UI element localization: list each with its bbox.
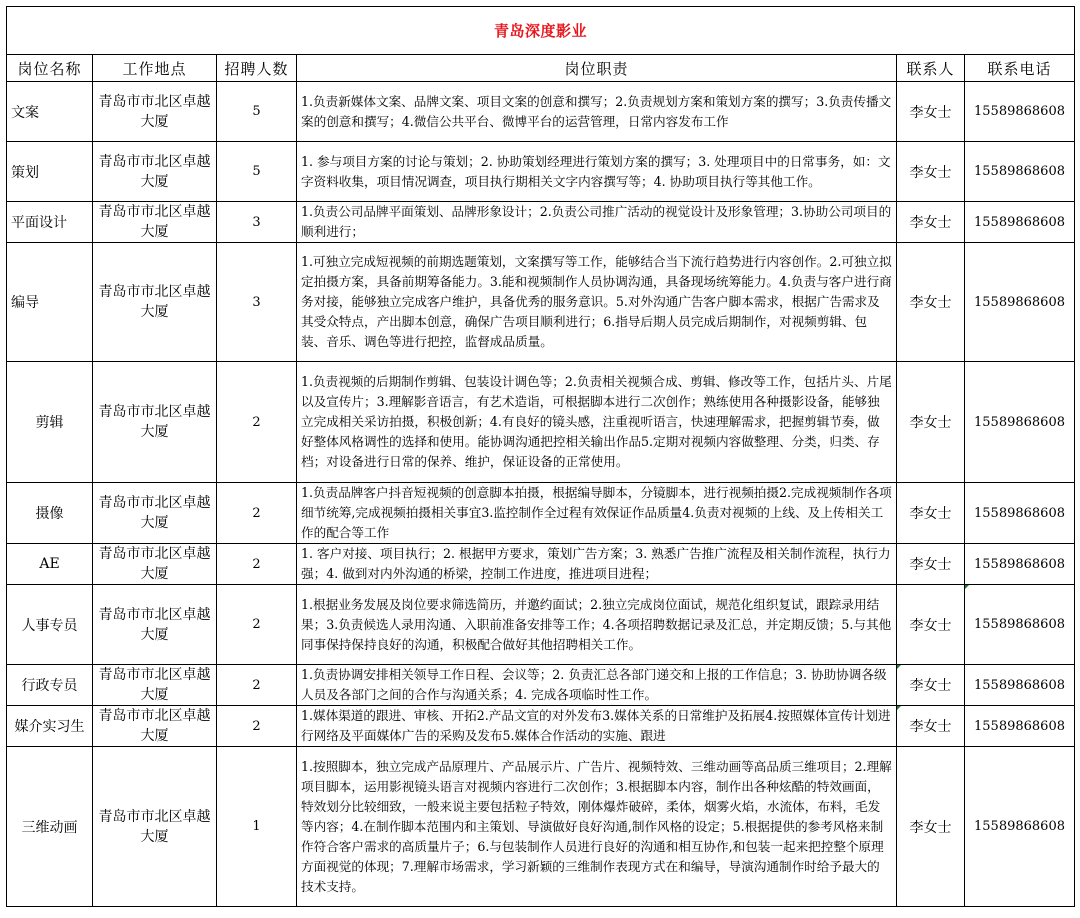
contact-phone	[965, 585, 1075, 665]
work-location: 青岛市市北区卓越大厦	[93, 142, 217, 202]
work-location: 青岛市市北区卓越大厦	[93, 665, 217, 706]
contact-person: 李女士	[897, 544, 965, 585]
hiring-count: 2	[217, 544, 297, 585]
job-duties: 1.可独立完成短视频的前期选题策划，文案撰写等工作，能够结合当下流行趋势进行内容创作。2.可独立拟定拍摄方案，具备前期筹备能力。3.能和视频制作人员协调沟通，具备现场统筹能力。4.负责与客户进行商务对接，能够独立完成客户维护，具备优秀的服务意识。5.对外沟通广告客户脚本需求，根据广告需求及其受众特点，产出脚本创意，确保广告项目顺利进行；6.指导后期人员完成后期制作，对视频剪辑、包装、音乐、调色等进行把控，监督成品质量。	[297, 243, 897, 362]
work-location: 青岛市市北区卓越大厦	[93, 585, 217, 665]
table-row	[7, 202, 1075, 243]
job-duties: 1. 客户对接、项目执行；2. 根据甲方要求，策划广告方案；3. 熟悉广告推广流程及相关制作流程，执行力强；4. 做到对内外沟通的桥梁，控制工作进度，推进项目进程；	[297, 544, 897, 585]
contact-phone: 15589868608	[965, 706, 1075, 747]
table-row	[7, 544, 1075, 585]
table-row	[7, 585, 1075, 665]
position-name: 摄像	[7, 483, 93, 544]
contact-person-text: 李女士	[909, 719, 952, 735]
position-name: 文案	[7, 82, 93, 142]
position-name: 三维动画	[7, 747, 93, 907]
company-title: 青岛深度影业	[7, 7, 1075, 55]
table-row	[7, 665, 1075, 706]
work-location: 青岛市市北区卓越大厦	[93, 362, 217, 483]
contact-person: 李女士	[897, 362, 965, 483]
table-row	[7, 142, 1075, 202]
header-duties: 岗位职责	[297, 55, 897, 82]
contact-phone: 15589868608	[965, 142, 1075, 202]
hiring-count: 2	[217, 362, 297, 483]
position-name: AE	[7, 544, 93, 585]
contact-person: 李女士	[897, 243, 965, 362]
recruitment-table	[6, 6, 1075, 907]
job-duties: 1.负责新媒体文案、品牌文案、项目文案的创意和撰写；2.负责规划方案和策划方案的撰写；3.负责传播文案的创意和撰写；4.微信公共平台、微博平台的运营管理，日常内容发布工作	[297, 82, 897, 142]
table-row	[7, 362, 1075, 483]
hiring-count: 3	[217, 243, 297, 362]
position-name: 媒介实习生	[7, 706, 93, 747]
contact-phone: 15589868608	[965, 82, 1075, 142]
work-location: 青岛市市北区卓越大厦	[93, 706, 217, 747]
position-name: 编导	[7, 243, 93, 362]
contact-phone: 15589868608	[965, 665, 1075, 706]
table-row	[7, 82, 1075, 142]
job-duties: 1.负责协调安排相关领导工作日程、会议等；2. 负责汇总各部门递交和上报的工作信息；3. 协助协调各级人员及各部门之间的合作与沟通关系；4. 完成各项临时性工作。	[297, 665, 897, 706]
contact-person: 李女士	[897, 483, 965, 544]
job-duties: 1.负责视频的后期制作剪辑、包装设计调色等；2.负责相关视频合成、剪辑、修改等工作，包括片头、片尾以及宣传片；3.理解影音语言，有艺术造诣，可根据脚本进行二次创作；熟练使用各种摄影设备，能够独立完成相关采访拍摄，积极创新；4.有良好的镜头感，注重视听语言，快速理解需求，把握剪辑节奏，做好整体风格调性的选择和使用。能协调沟通把控相关输出作品5.定期对视频内容做整理、分类，归类、存档；对设备进行日常的保养、维护，保证设备的正常使用。	[297, 362, 897, 483]
hiring-count: 2	[217, 706, 297, 747]
title-row	[7, 7, 1075, 55]
hiring-count: 1	[217, 747, 297, 907]
contact-phone: 15589868608	[965, 483, 1075, 544]
job-duties: 1.根据业务发展及岗位要求筛选简历，并邀约面试；2.独立完成岗位面试，规范化组织复试，跟踪录用结果；3.负责候选人录用沟通、入职前准备安排等工作；4.各项招聘数据记录及汇总，并定期反馈；5.与其他同事保持保持良好的沟通，积极配合做好其他招聘相关工作。	[297, 585, 897, 665]
position-name: 平面设计	[7, 202, 93, 243]
cell-comment-marker	[897, 706, 901, 710]
hiring-count: 2	[217, 483, 297, 544]
job-duties: 1. 参与项目方案的讨论与策划；2. 协助策划经理进行策划方案的撰写；3. 处理项目中的日常事务，如：文字资料收集，项目情况调查，项目执行期相关文字内容撰写等；4. 协助项目执行等其他工作。	[297, 142, 897, 202]
contact-phone-text: 15589868608	[974, 617, 1065, 632]
work-location: 青岛市市北区卓越大厦	[93, 202, 217, 243]
contact-person	[897, 665, 965, 706]
header-contact: 联系人	[897, 55, 965, 82]
work-location: 青岛市市北区卓越大厦	[93, 243, 217, 362]
contact-person-text: 李女士	[909, 678, 952, 694]
work-location: 青岛市市北区卓越大厦	[93, 747, 217, 907]
contact-person: 李女士	[897, 202, 965, 243]
header-row	[7, 55, 1075, 82]
hiring-count: 5	[217, 82, 297, 142]
table-row	[7, 243, 1075, 362]
work-location: 青岛市市北区卓越大厦	[93, 544, 217, 585]
contact-phone: 15589868608	[965, 202, 1075, 243]
header-count: 招聘人数	[217, 55, 297, 82]
work-location: 青岛市市北区卓越大厦	[93, 82, 217, 142]
hiring-count: 5	[217, 142, 297, 202]
contact-phone: 15589868608	[965, 544, 1075, 585]
cell-comment-marker	[965, 585, 969, 589]
position-name: 剪辑	[7, 362, 93, 483]
contact-person	[897, 706, 965, 747]
contact-person: 李女士	[897, 585, 965, 665]
hiring-count: 3	[217, 202, 297, 243]
table-row	[7, 706, 1075, 747]
header-phone: 联系电话	[965, 55, 1075, 82]
contact-person: 李女士	[897, 747, 965, 907]
table-row	[7, 747, 1075, 907]
job-duties: 1.媒体渠道的跟进、审核、开拓2.产品文宣的对外发布3.媒体关系的日常维护及拓展4.按照媒体宣传计划进行网络及平面媒体广告的采购及发布5.媒体合作活动的实施、跟进	[297, 706, 897, 747]
hiring-count: 2	[217, 665, 297, 706]
header-position: 岗位名称	[7, 55, 93, 82]
contact-phone: 15589868608	[965, 362, 1075, 483]
header-location: 工作地点	[93, 55, 217, 82]
cell-comment-marker	[897, 665, 901, 669]
job-duties: 1.负责品牌客户抖音短视频的创意脚本拍摄，根据编导脚本，分镜脚本，进行视频拍摄2.完成视频制作各项细节统筹,完成视频拍摄相关事宜3.监控制作全过程有效保证作品质量4.负责对视频的上线、及上传相关工作的配合等工作	[297, 483, 897, 544]
work-location: 青岛市市北区卓越大厦	[93, 483, 217, 544]
contact-phone: 15589868608	[965, 243, 1075, 362]
contact-person: 李女士	[897, 142, 965, 202]
contact-person: 李女士	[897, 82, 965, 142]
table-row	[7, 483, 1075, 544]
position-name: 行政专员	[7, 665, 93, 706]
position-name: 人事专员	[7, 585, 93, 665]
job-duties: 1.负责公司品牌平面策划、品牌形象设计；2.负责公司推广活动的视觉设计及形象管理；3.协助公司项目的顺利进行；	[297, 202, 897, 243]
hiring-count: 2	[217, 585, 297, 665]
contact-phone: 15589868608	[965, 747, 1075, 907]
position-name: 策划	[7, 142, 93, 202]
job-duties: 1.按照脚本，独立完成产品原理片、产品展示片、广告片、视频特效、三维动画等高品质三维项目；2.理解项目脚本，运用影视镜头语言对视频内容进行二次创作；3.根据脚本内容，制作出各种炫酷的特效画面，特效划分比较细致，一般来说主要包括粒子特效，刚体爆炸破碎，柔体，烟雾火焰，水流体，布料，毛发等内容；4.在制作脚本范围内和主策划、导演做好良好沟通,制作风格的设定；5.根据提供的参考风格来制作符合客户需求的高质量片子；6.与包装制作人员进行良好的沟通和相互协作,和包装一起来把控整个原理方面视觉的体现；7.理解市场需求，学习新颖的三维制作表现方式在和编导，导演沟通制作时给予最大的技术支持。	[297, 747, 897, 907]
